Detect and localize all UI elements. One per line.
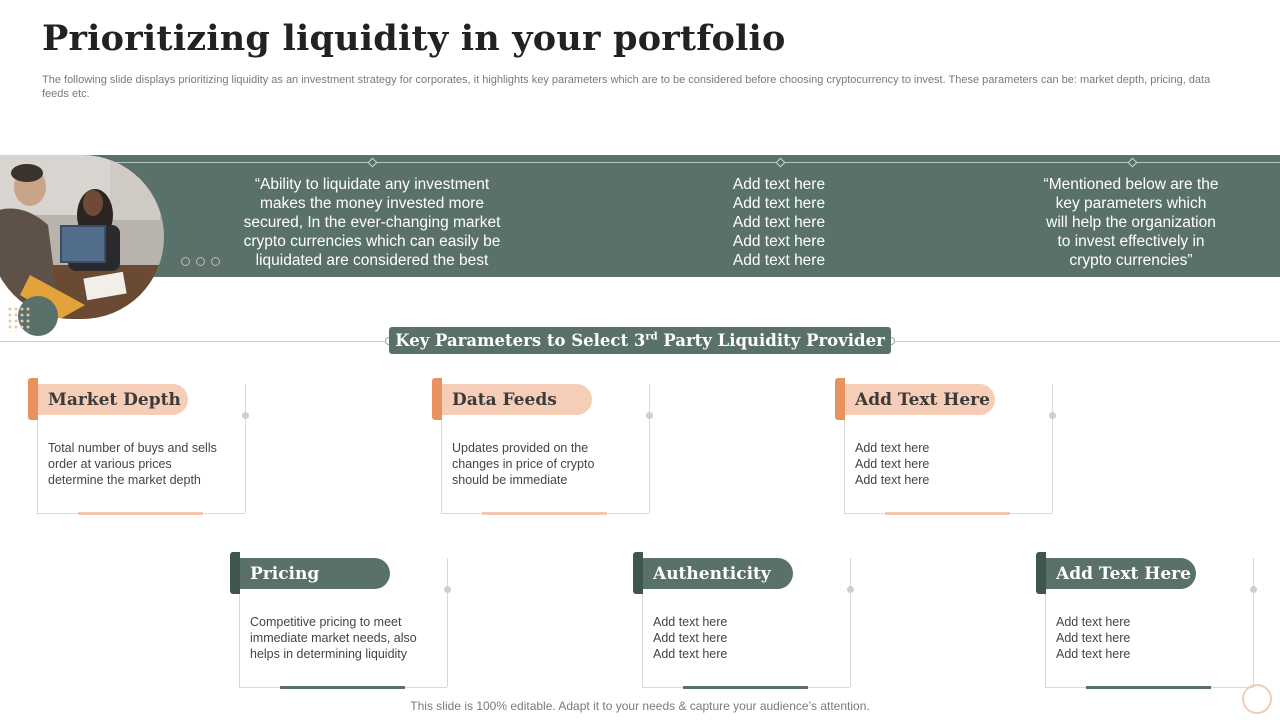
decorative-dots	[181, 257, 220, 266]
parameter-card-market-depth	[37, 384, 245, 514]
banner-divider-line	[110, 162, 1280, 163]
quote-left: “Ability to liquidate any investment makes the money invested more secured, In the ever-changing market crypto currencies which can easily be liquidated are considered the best	[243, 176, 501, 269]
card-description: Add text here Add text here Add text here	[653, 615, 728, 661]
parameter-card-data-feeds	[441, 384, 649, 514]
card-title-pill: Market Depth	[28, 384, 188, 415]
card-description: Updates provided on the changes in price of crypto should be immediate	[452, 441, 595, 487]
card-description: Competitive pricing to meet immediate market needs, also helps in determining liquidity	[250, 615, 417, 661]
card-description: Add text here Add text here Add text here	[1056, 615, 1131, 661]
quote-right: “Mentioned below are the key parameters which will help the organization to invest effectively in crypto currencies”	[1043, 176, 1219, 269]
parameter-card-pricing	[239, 558, 447, 688]
card-description: Add text here Add text here Add text here	[855, 441, 930, 487]
page-title: Prioritizing liquidity in your portfolio	[42, 18, 786, 59]
card-title-pill: Add Text Here	[835, 384, 995, 415]
page-subtitle: The following slide displays prioritizing liquidity as an investment strategy for corporates, it highlights key parameters which are to be considered before choosing cryptocurrency to invest. These parameters can be: market depth, pricing, data feeds etc.	[42, 74, 1211, 100]
parameter-card-authenticity	[642, 558, 850, 688]
footer-note: This slide is 100% editable. Adapt it to your needs & capture your audience’s attention.	[410, 699, 870, 713]
quote-middle: Add text here Add text here Add text here Add text here Add text here	[732, 176, 826, 269]
office-meeting-photo	[0, 155, 164, 319]
card-title-pill: Authenticity	[633, 558, 793, 589]
card-title-pill: Data Feeds	[432, 384, 592, 415]
decorative-ring	[1242, 684, 1272, 714]
parameter-card-add-text-2	[1045, 558, 1253, 688]
key-parameters-heading: Key Parameters to Select 3rd Party Liquidity Provider	[389, 327, 891, 354]
card-title-pill: Add Text Here	[1036, 558, 1196, 589]
parameter-card-add-text-1	[844, 384, 1052, 514]
card-description: Total number of buys and sells order at various prices determine the market depth	[48, 441, 217, 487]
decorative-dot-grid	[7, 306, 31, 332]
card-title-pill: Pricing	[230, 558, 390, 589]
